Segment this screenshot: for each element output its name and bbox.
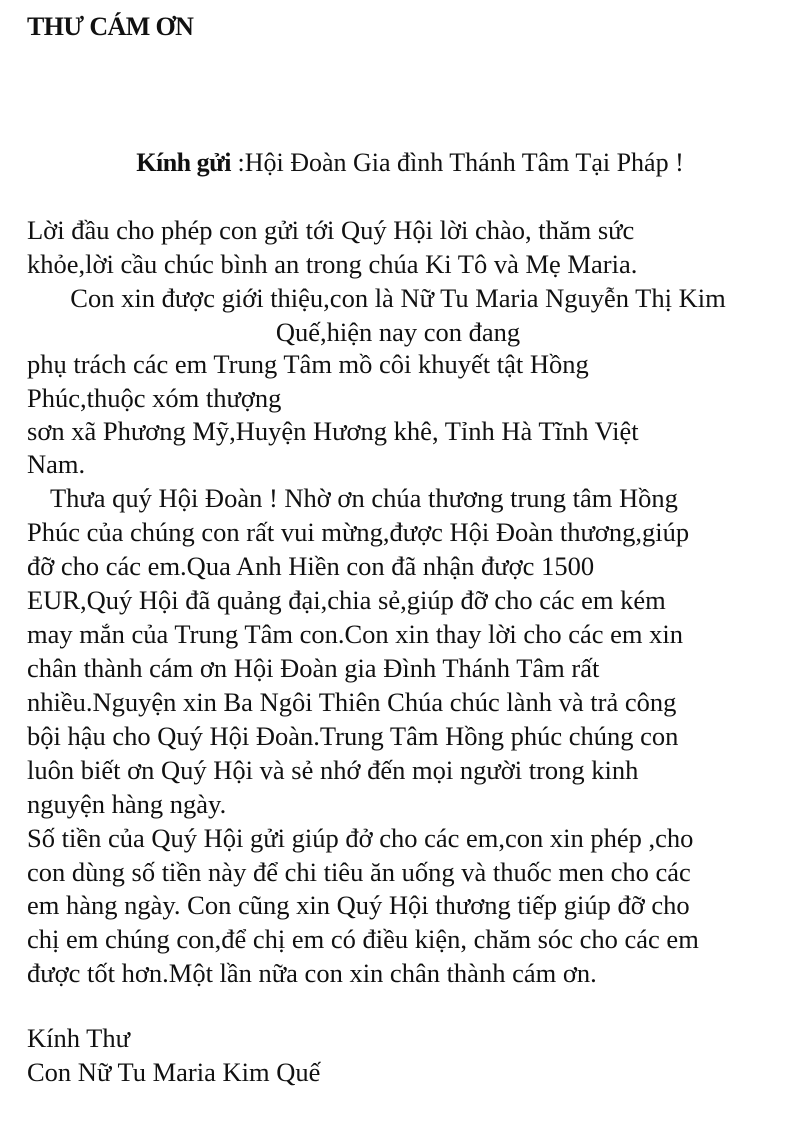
letter-title: THƯ CÁM ƠN [27,12,194,41]
salutation [0,146,800,180]
body-line: phụ trách các em Trung Tâm mồ côi khuyết tật Hồng [27,349,589,379]
body-line: Số tiền của Quý Hội gửi giúp đở cho các em,con xin phép ,cho [27,823,694,853]
body-line: em hàng ngày. Con cũng xin Quý Hội thương tiếp giúp đỡ cho [27,890,690,920]
body-line: EUR,Quý Hội đã quảng đại,chia sẻ,giúp đỡ cho các em kém [27,585,666,615]
body-line: nhiều.Nguyện xin Ba Ngôi Thiên Chúa chúc lành và trả công [27,687,677,717]
body-line: con dùng số tiền này để chi tiêu ăn uống và thuốc men cho các [27,857,691,887]
body-line: luôn biết ơn Quý Hội và sẻ nhớ đến mọi người trong kinh [27,755,639,785]
body-line: sơn xã Phương Mỹ,Huyện Hương khê, Tỉnh Hà Tĩnh Việt [27,416,639,446]
body-line: Nam. [27,449,86,479]
closing: Kính Thư [27,1023,130,1053]
body-line: Lời đầu cho phép con gửi tới Quý Hội lời chào, thăm sức [27,215,635,245]
signature: Con Nữ Tu Maria Kim Quế [27,1057,321,1087]
body-line: may mắn của Trung Tâm con.Con xin thay lời cho các em xin [27,619,684,649]
body-line: Phúc,thuộc xóm thượng [27,383,282,413]
body-line-centered: Con xin được giới thiệu,con là Nữ Tu Maria Nguyễn Thị Kim [70,283,726,313]
body-line: bội hậu cho Quý Hội Đoàn.Trung Tâm Hồng phúc chúng con [27,721,679,751]
salutation-recipient: :Hội Đoàn Gia đình Thánh Tâm Tại Pháp ! [230,148,684,177]
body-line: Thưa quý Hội Đoàn ! Nhờ ơn chúa thương trung tâm Hồng [50,483,678,513]
salutation-label: Kính gửi [136,148,231,177]
body-line: Phúc của chúng con rất vui mừng,được Hội Đoàn thương,giúp [27,517,690,547]
body-line: khỏe,lời cầu chúc bình an trong chúa Ki Tô và Mẹ Maria. [27,249,638,279]
body-line: chân thành cám ơn Hội Đoàn gia Đình Thánh Tâm rất [27,653,600,683]
body-line: nguyện hàng ngày. [27,789,227,819]
body-line-centered: Quế,hiện nay con đang [275,317,521,347]
body-line: được tốt hơn.Một lần nữa con xin chân thành cám ơn. [27,958,597,988]
body-line: chị em chúng con,để chị em có điều kiện, chăm sóc cho các em [27,924,699,954]
body-line: đỡ cho các em.Qua Anh Hiền con đã nhận được 1500 [27,551,595,581]
